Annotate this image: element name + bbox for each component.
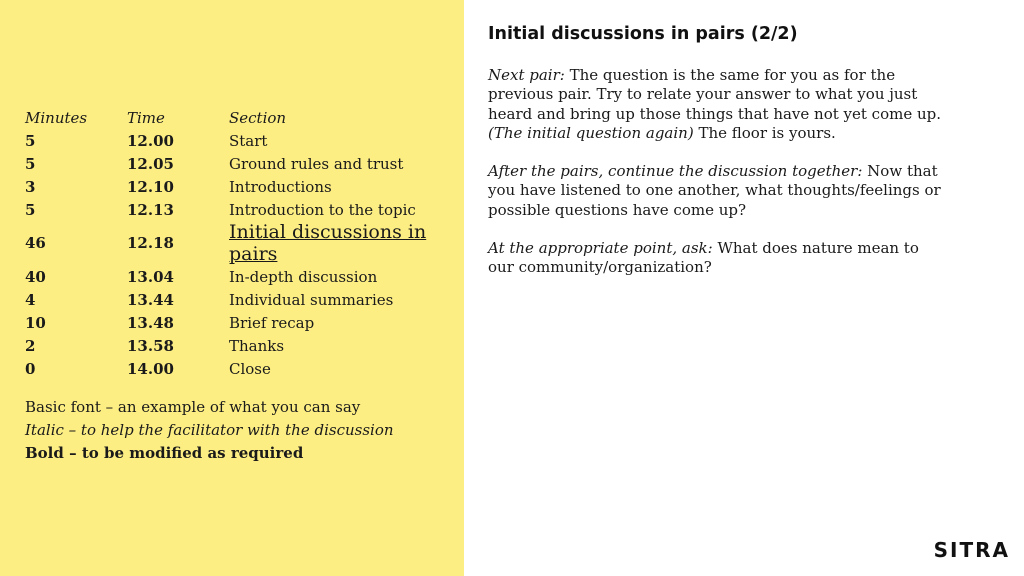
row-minutes: 5 <box>25 131 36 150</box>
row-section: Start <box>229 131 268 150</box>
prompt-label: At the appropriate point, ask: <box>488 239 713 258</box>
page-title: Initial discussions in pairs (2/2) <box>488 24 798 44</box>
agenda-row <box>25 334 459 357</box>
header-section: Section <box>229 108 287 127</box>
row-section: Ground rules and trust <box>229 154 404 173</box>
sitra-logo: SITRA <box>933 538 1010 562</box>
legend-italic: Italic – to help the facilitator with the discussion <box>25 421 394 439</box>
row-time: 12.10 <box>127 177 174 196</box>
row-time: 13.58 <box>127 336 174 355</box>
paragraph-after-pairs <box>488 162 948 220</box>
row-section: In-depth discussion <box>229 267 378 286</box>
agenda-header-row <box>25 106 459 129</box>
paragraph-next-pair <box>488 66 948 143</box>
row-minutes: 10 <box>25 313 46 332</box>
paragraph-ask <box>488 239 948 278</box>
agenda-row <box>25 175 459 198</box>
agenda-panel <box>0 0 464 576</box>
prompt-text: Now that you have listened to one another, what thoughts/feelings or possible questions have come up? <box>488 162 941 219</box>
prompt-label: Next pair: <box>488 66 565 84</box>
prompt-text: The question is the same for you as for the previous pair. Try to relate your answer to what you just heard and bring up those things that have not yet come up. <box>488 66 942 123</box>
header-time: Time <box>127 108 165 127</box>
agenda-table <box>25 106 459 380</box>
legend-basic: Basic font – an example of what you can say <box>25 398 361 416</box>
row-minutes: 0 <box>25 359 36 378</box>
row-section: Brief recap <box>229 313 315 332</box>
font-legend <box>25 396 394 465</box>
legend-bold: Bold – to be modified as required <box>25 444 304 462</box>
header-minutes: Minutes <box>25 108 88 127</box>
row-minutes: 46 <box>25 234 46 252</box>
row-time: 12.18 <box>127 234 174 252</box>
agenda-row <box>25 311 459 334</box>
row-time: 13.48 <box>127 313 174 332</box>
row-section: Thanks <box>229 336 285 355</box>
row-minutes: 3 <box>25 177 36 196</box>
agenda-row <box>25 198 459 221</box>
row-minutes: 40 <box>25 267 46 286</box>
agenda-row <box>25 288 459 311</box>
row-time: 13.04 <box>127 267 174 286</box>
row-minutes: 5 <box>25 154 36 173</box>
row-time: 13.44 <box>127 290 174 309</box>
row-time: 12.00 <box>127 131 174 150</box>
agenda-row <box>25 357 459 380</box>
prompt-text: The floor is yours. <box>693 123 836 142</box>
row-minutes: 2 <box>25 336 36 355</box>
discussion-content <box>488 24 948 297</box>
row-time: 12.05 <box>127 154 174 173</box>
prompt-note: (The initial question again) <box>488 123 694 142</box>
prompt-label: After the pairs, continue the discussion together: <box>488 162 863 181</box>
row-section-current: Initial discussions in pairs <box>229 221 427 265</box>
row-minutes: 5 <box>25 200 36 219</box>
row-section: Close <box>229 359 271 378</box>
prompt-text: What does nature mean to our community/organization? <box>488 239 919 277</box>
agenda-row <box>25 129 459 152</box>
agenda-row <box>25 265 459 288</box>
row-minutes: 4 <box>25 290 36 309</box>
row-section: Introductions <box>229 177 332 196</box>
row-section: Individual summaries <box>229 290 394 309</box>
agenda-row-current <box>25 221 459 265</box>
row-time: 14.00 <box>127 359 174 378</box>
row-section: Introduction to the topic <box>229 200 416 219</box>
row-time: 12.13 <box>127 200 174 219</box>
agenda-row <box>25 152 459 175</box>
